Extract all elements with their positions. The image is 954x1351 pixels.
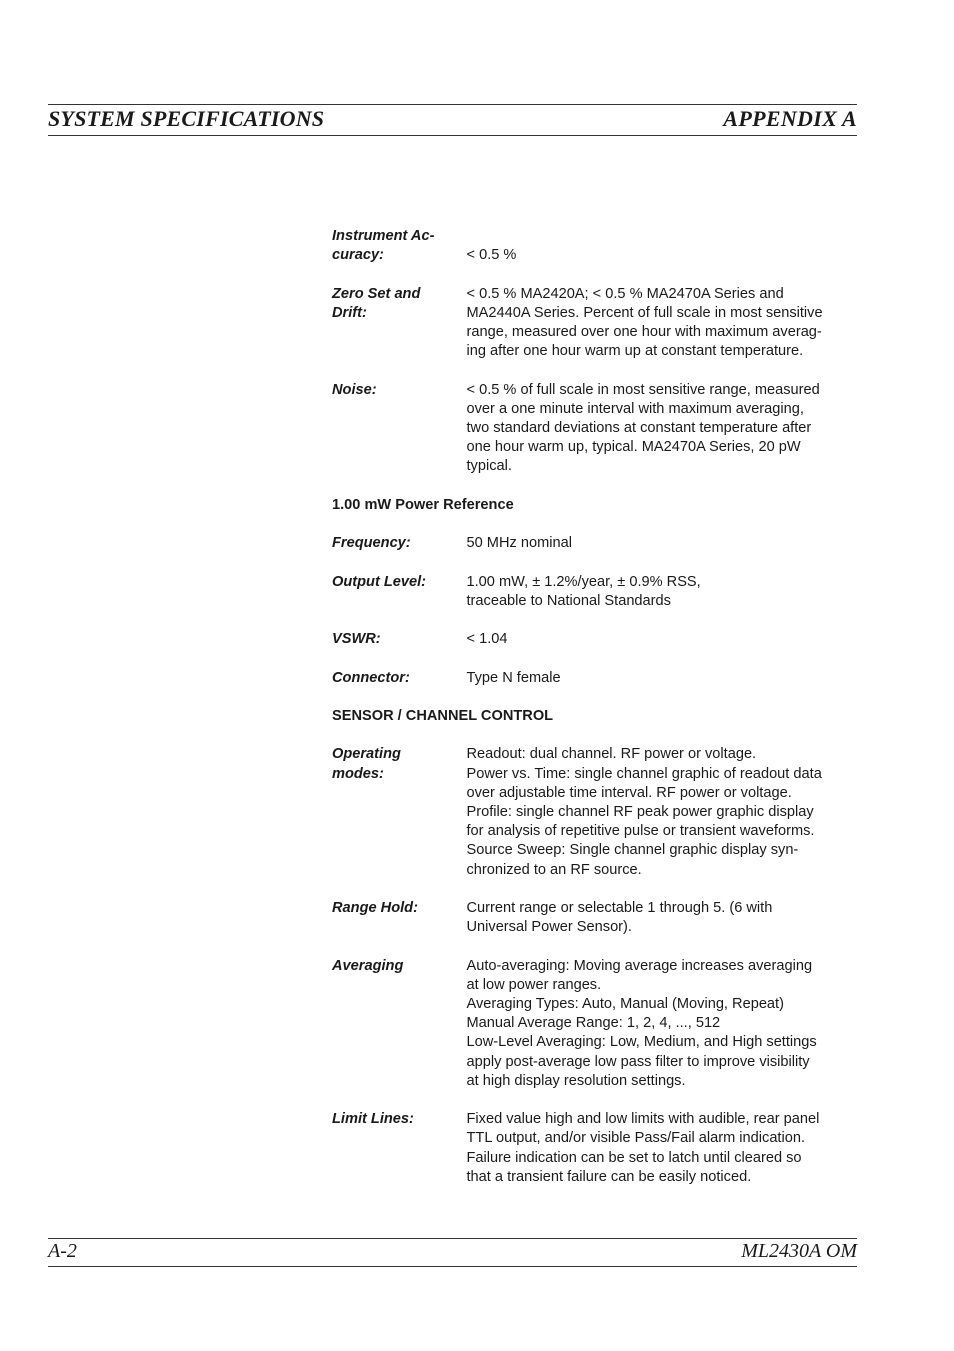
spec-value-line: Fixed value high and low limits with audible, rear panel: [466, 1111, 820, 1128]
spec-value-line: ing after one hour warm up at constant temperature.: [466, 343, 804, 360]
spec-row: [332, 899, 862, 937]
spec-label: [332, 630, 457, 649]
spec-value-line: two standard deviations at constant temperature after: [466, 420, 812, 436]
spec-value-line: Current range or selectable 1 through 5. (6 with: [466, 899, 773, 916]
spec-value: [467, 381, 863, 477]
spec-content: [332, 227, 862, 1206]
spec-row: [332, 227, 862, 265]
spec-label: [332, 957, 457, 976]
spec-value-line: < 0.5 % of full scale in most sensitive range, measured: [466, 381, 820, 398]
spec-value-line: Failure indication can be set to latch until cleared so: [466, 1149, 802, 1166]
spec-label: [332, 573, 457, 592]
spec-label: [332, 285, 457, 323]
spec-value: [467, 573, 863, 611]
spec-value: [467, 534, 863, 553]
spec-label-line: Zero Set and: [332, 285, 421, 302]
spec-value: [467, 899, 863, 937]
document-name: ML2430A OM: [741, 1240, 857, 1262]
spec-value-line: Profile: single channel RF peak power graphic display: [466, 803, 814, 820]
spec-row: [332, 630, 862, 649]
spec-value-line: at high display resolution settings.: [466, 1072, 686, 1089]
spec-value-line: Auto-averaging: Moving average increases averaging: [466, 957, 813, 974]
section-heading-sensor-channel: SENSOR / CHANNEL CONTROL: [332, 707, 554, 724]
spec-value-line: at low power ranges.: [466, 976, 602, 993]
appendix-label: APPENDIX A: [723, 106, 857, 131]
spec-value-line: TTL output, and/or visible Pass/Fail alarm indication.: [466, 1130, 806, 1147]
spec-value-line: < 1.04: [466, 631, 508, 648]
spec-label-line: VSWR:: [332, 631, 381, 648]
spec-label-line: Instrument Ac-: [332, 228, 435, 244]
page-header: [48, 104, 857, 136]
spec-value-line: range, measured over one hour with maximum averag-: [466, 324, 822, 340]
spec-label-line: Averaging: [332, 957, 404, 974]
spec-value-line: Manual Average Range: 1, 2, 4, ..., 512: [466, 1015, 721, 1032]
section-title: SYSTEM SPECIFICATIONS: [48, 106, 325, 131]
spec-value: [467, 669, 863, 688]
spec-row: [332, 669, 862, 688]
spec-row: [332, 745, 862, 879]
spec-label: [332, 669, 457, 688]
spec-value-line: Low-Level Averaging: Low, Medium, and High settings: [466, 1034, 817, 1051]
spec-label: [332, 745, 457, 783]
page-number: A-2: [48, 1240, 77, 1262]
spec-label-line: modes:: [332, 765, 384, 782]
spec-value: [467, 745, 863, 879]
spec-value: [467, 957, 863, 1091]
spec-value: [467, 285, 863, 362]
spec-value-line: one hour warm up, typical. MA2470A Series, 20 pW: [466, 439, 801, 456]
spec-row: [332, 957, 862, 1091]
spec-value-line: chronized to an RF source.: [466, 861, 642, 878]
spec-value-line: MA2440A Series. Percent of full scale in most sensitive: [466, 304, 823, 321]
spec-label-line: Connector:: [332, 669, 410, 686]
spec-label-line: Limit Lines:: [332, 1111, 414, 1128]
spec-row: [332, 381, 862, 477]
spec-value-line: Averaging Types: Auto, Manual (Moving, Repeat): [466, 995, 784, 1012]
spec-value-line: 50 MHz nominal: [466, 535, 572, 552]
spec-group-sensor-channel: [332, 745, 862, 1187]
spec-value-line: for analysis of repetitive pulse or transient waveforms.: [466, 823, 815, 840]
spec-value-line: traceable to National Standards: [466, 592, 671, 609]
spec-value-line: Power vs. Time: single channel graphic of readout data: [466, 765, 822, 782]
spec-row: [332, 1110, 862, 1187]
spec-value-line: 1.00 mW, ± 1.2%/year, ± 0.9% RSS,: [466, 573, 701, 590]
page-footer: [48, 1238, 857, 1267]
spec-value-line: [467, 227, 863, 246]
spec-value-line: Universal Power Sensor).: [466, 919, 632, 936]
spec-label-line: Frequency:: [332, 535, 411, 552]
spec-label-line: Operating: [332, 746, 401, 763]
spec-value-line: < 0.5 %: [466, 247, 517, 264]
spec-value-line: < 0.5 % MA2420A; < 0.5 % MA2470A Series and: [466, 285, 784, 302]
spec-group-power-reference: [332, 534, 862, 688]
spec-row: [332, 573, 862, 611]
spec-row: [332, 285, 862, 362]
spec-group-accuracy: [332, 227, 862, 477]
spec-label: [332, 899, 457, 918]
spec-label: [332, 227, 457, 265]
spec-label-line: curacy:: [332, 247, 384, 264]
spec-value-line: that a transient failure can be easily noticed.: [466, 1168, 752, 1185]
spec-value-line: over adjustable time interval. RF power or voltage.: [466, 784, 792, 801]
spec-label-line: Noise:: [332, 381, 377, 398]
spec-value: [467, 227, 863, 265]
spec-value: [467, 1110, 863, 1187]
spec-label-line: Output Level:: [332, 573, 427, 590]
spec-value: [467, 630, 863, 649]
spec-value-line: Readout: dual channel. RF power or voltage.: [466, 746, 757, 763]
spec-value-line: apply post-average low pass filter to improve visibility: [466, 1053, 810, 1070]
spec-label: [332, 534, 457, 553]
spec-label-line: Drift:: [332, 304, 367, 321]
spec-value-line: over a one minute interval with maximum averaging,: [466, 400, 804, 417]
section-heading-power-reference: 1.00 mW Power Reference: [332, 496, 514, 513]
spec-value-line: Type N female: [466, 669, 561, 686]
spec-row: [332, 534, 862, 553]
spec-label: [332, 381, 457, 400]
spec-label-line: Range Hold:: [332, 899, 418, 916]
spec-value-line: Source Sweep: Single channel graphic display syn-: [466, 842, 799, 859]
spec-value-line: typical.: [466, 458, 512, 475]
spec-label: [332, 1110, 457, 1129]
